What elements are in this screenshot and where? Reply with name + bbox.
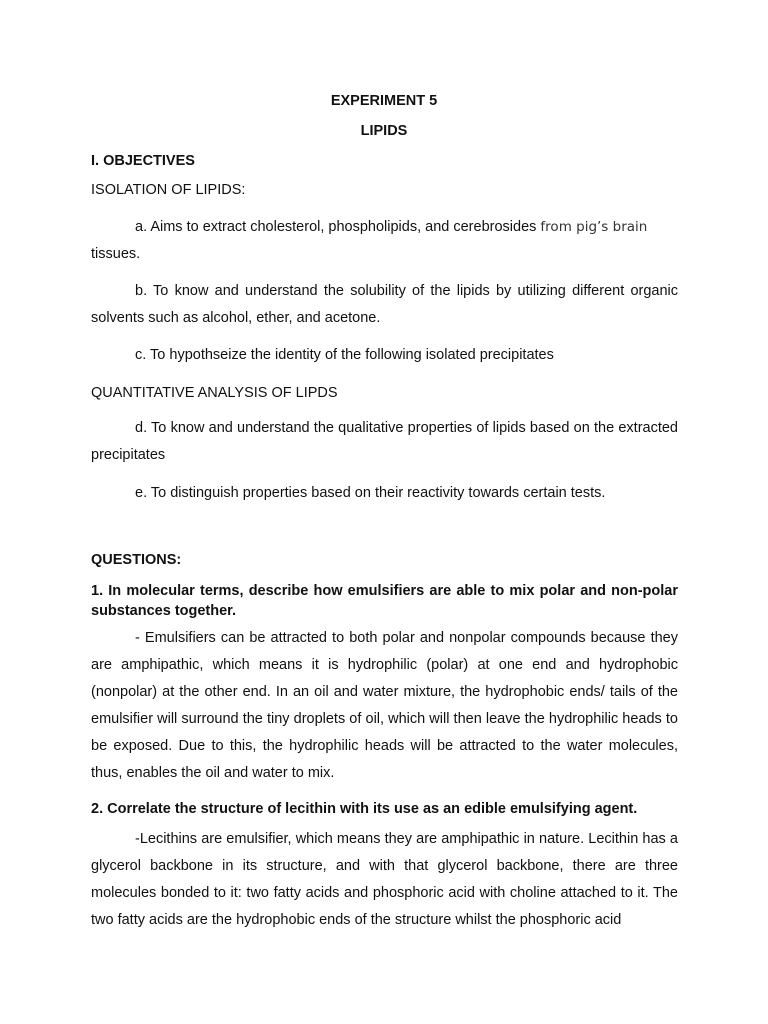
question-1: 1. In molecular terms, describe how emulsifiers are able to mix polar and non-polar substances together.: [91, 583, 678, 619]
questions-heading: QUESTIONS:: [91, 552, 182, 568]
objective-a-main: a. Aims to extract cholesterol, phospholipids, and cerebrosides: [135, 219, 541, 235]
document-title: EXPERIMENT 5: [330, 93, 438, 109]
answer-1: - Emulsifiers can be attracted to both polar and nonpolar compounds because they are amphipathic, which means it is hydrophilic (polar) at one end and hydrophobic (nonpolar) at the other end. In an oil and water mixture, the hydrophobic ends/ tails of the emulsifier will surround the tiny droplets of oil, which will then leave the hydrophilic heads to be exposed. Due to this, the hydrophilic heads will be attracted to the water molecules, thus, enables the oil and water to mix.: [91, 630, 678, 781]
answer-2: -Lecithins are emulsifier, which means they are amphipathic in nature. Lecithin has a glycerol backbone in its structure, and with that glycerol backbone, there are three molecules bonded to it: two fatty acids and phosphoric acid with choline attached to it. The two fatty acids are the hydrophobic ends of the structure whilst the phosphoric acid: [91, 831, 678, 928]
objective-a-tail: from pig’s brain: [540, 219, 648, 235]
objective-c: c. To hypothseize the identity of the following isolated precipitates: [135, 347, 554, 363]
document-subtitle: LIPIDS: [360, 123, 408, 139]
objective-d: d. To know and understand the qualitative properties of lipids based on the extracted precipitates: [91, 420, 678, 463]
objective-e: e. To distinguish properties based on their reactivity towards certain tests.: [135, 485, 606, 501]
objectives-heading: I. OBJECTIVES: [91, 153, 195, 169]
objective-a-continuation: tissues.: [91, 246, 141, 262]
isolation-heading: ISOLATION OF LIPIDS:: [91, 182, 246, 198]
objective-a: [91, 214, 678, 241]
question-2: 2. Correlate the structure of lecithin with its use as an edible emulsifying agent.: [91, 801, 638, 817]
quantitative-heading: QUANTITATIVE ANALYSIS OF LIPDS: [91, 385, 338, 401]
objective-b: b. To know and understand the solubility of the lipids by utilizing different organic solvents such as alcohol, ether, and acetone.: [91, 283, 678, 326]
